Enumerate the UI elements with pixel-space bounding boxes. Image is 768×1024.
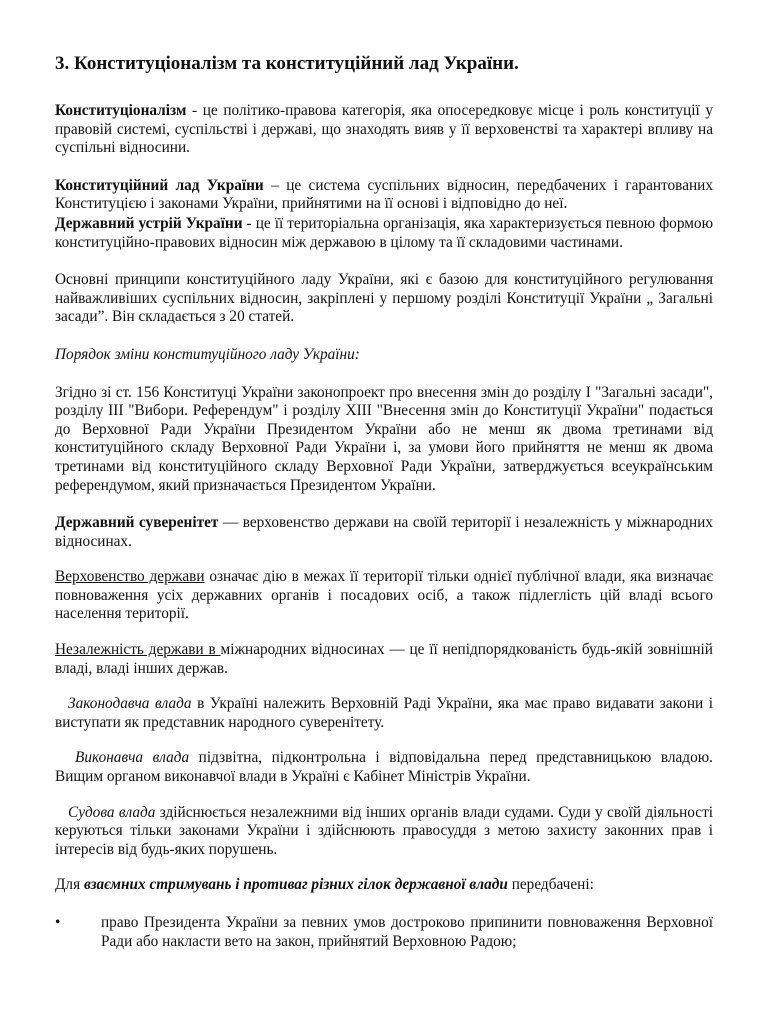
definition-text: означає дію в межах її території тільки однієї публічної влади, яка визначає повноваження усіх державних органів і посадових осіб, а також підлеглість цій владі всього населення території.	[55, 568, 713, 623]
paragraph-checks-balances	[55, 876, 713, 895]
paragraph-constitutionalism	[55, 102, 713, 158]
definition-text: здійснюється незалежними від інших органів влади судами. Суди у своїй діяльності керуються тільки законами України і здійснюють правосуддя з метою захисту законних прав і інтересів від будь-яких порушень.	[55, 803, 714, 858]
paragraph-principles: Основні принципи конституційного ладу України, які є базою для конституційного регулювання найважливіших суспільних відносин, закріплені у першому розділі Конституції України „ Загальні засади”. Він складається з 20 статей.	[55, 271, 713, 326]
term-executive: Виконавча влада	[75, 749, 190, 767]
paragraph-executive	[55, 749, 713, 786]
definition-text: — верховенство держави на своїй території і незалежність у міжнародних відносинах.	[55, 514, 713, 550]
term-judicial: Судова влада	[68, 803, 156, 821]
term-independence: Незалежність держави в	[55, 641, 221, 659]
trail-text: передбачені:	[507, 876, 594, 894]
definition-text: - це її територіальна організація, яка характеризується певною формою конституційно-правових відносин між державою в цілому та її складовими частинами.	[55, 214, 713, 251]
term-state-structure: Державний устрій України	[55, 214, 243, 232]
definition-text: міжнародних відносинах — це її непідпорядкованість будь-якій зовнішній владі, владі інших держав.	[55, 641, 713, 677]
term-constitutional-order: Конституційний лад України	[55, 176, 264, 194]
paragraph-independence	[55, 641, 713, 678]
paragraph-state-structure	[55, 215, 713, 252]
term-constitutionalism: Конституціоналізм	[55, 102, 187, 119]
term-sovereignty: Державний суверенітет	[55, 514, 219, 532]
paragraph-change-order-heading	[55, 346, 713, 365]
paragraph-constitutional-order	[55, 177, 713, 214]
paragraph-sovereignty	[55, 514, 713, 551]
term-supremacy: Верховенство держави	[55, 568, 205, 586]
paragraph-judicial	[55, 804, 713, 860]
paragraph-supremacy	[55, 568, 713, 624]
bullet-text: право Президента України за певних умов достроково припинити повноваження Верховної Ради або накласти вето на закон, прийнятий Верховною Радою;	[101, 914, 713, 950]
paragraph-article-156: Згідно зі ст. 156 Конституці України законопроект про внесення змін до розділу I "Загальні засади", розділу III "Вибори. Референдум" і розділу XIII "Внесення змін до Конституції України" подається до Верховної Ради України Президентом України або не менш як двома третинами від конституційного складу Верховної Ради України і, за умови його прийняття не менш як двома третинами від конституційного складу Верховної Ради України, затверджується всеукраїнським референдумом, який призначається Президентом України.	[55, 383, 713, 494]
term-checks-balances: взаємних стримувань і противаг різних гілок державної влади	[83, 876, 508, 894]
paragraph-legislative	[55, 695, 713, 732]
bullet-marker: •	[55, 914, 61, 931]
definition-text: - це політико-правова категорія, яка опосередковує місце і роль конституції у правовій системі, суспільстві і державі, що знаходять вияв у її верховенстві та характері впливу на суспільні відносини.	[55, 102, 713, 157]
term-legislative: Законодавча влада	[68, 695, 192, 713]
definition-text: в Україні належить Верховній Раді України, яка має право видавати закони і виступати як представник народного суверенітету.	[55, 695, 713, 731]
list-item	[55, 914, 713, 951]
page-title: 3. Конституціоналізм та конституційний лад України.	[55, 53, 519, 74]
definition-text: підзвітна, підконтрольна і відповідальна перед представницькою владою. Вищим органом виконавчої влади в Україні є Кабінет Міністрів України.	[55, 749, 713, 786]
change-order-heading: Порядок зміни конституційного ладу України:	[55, 345, 360, 363]
lead-text: Для	[55, 876, 84, 894]
definition-text: – це система суспільних відносин, передбачених і гарантованих Конституцією і законами України, прийнятими на її основі і відповідно до неї.	[55, 176, 714, 213]
